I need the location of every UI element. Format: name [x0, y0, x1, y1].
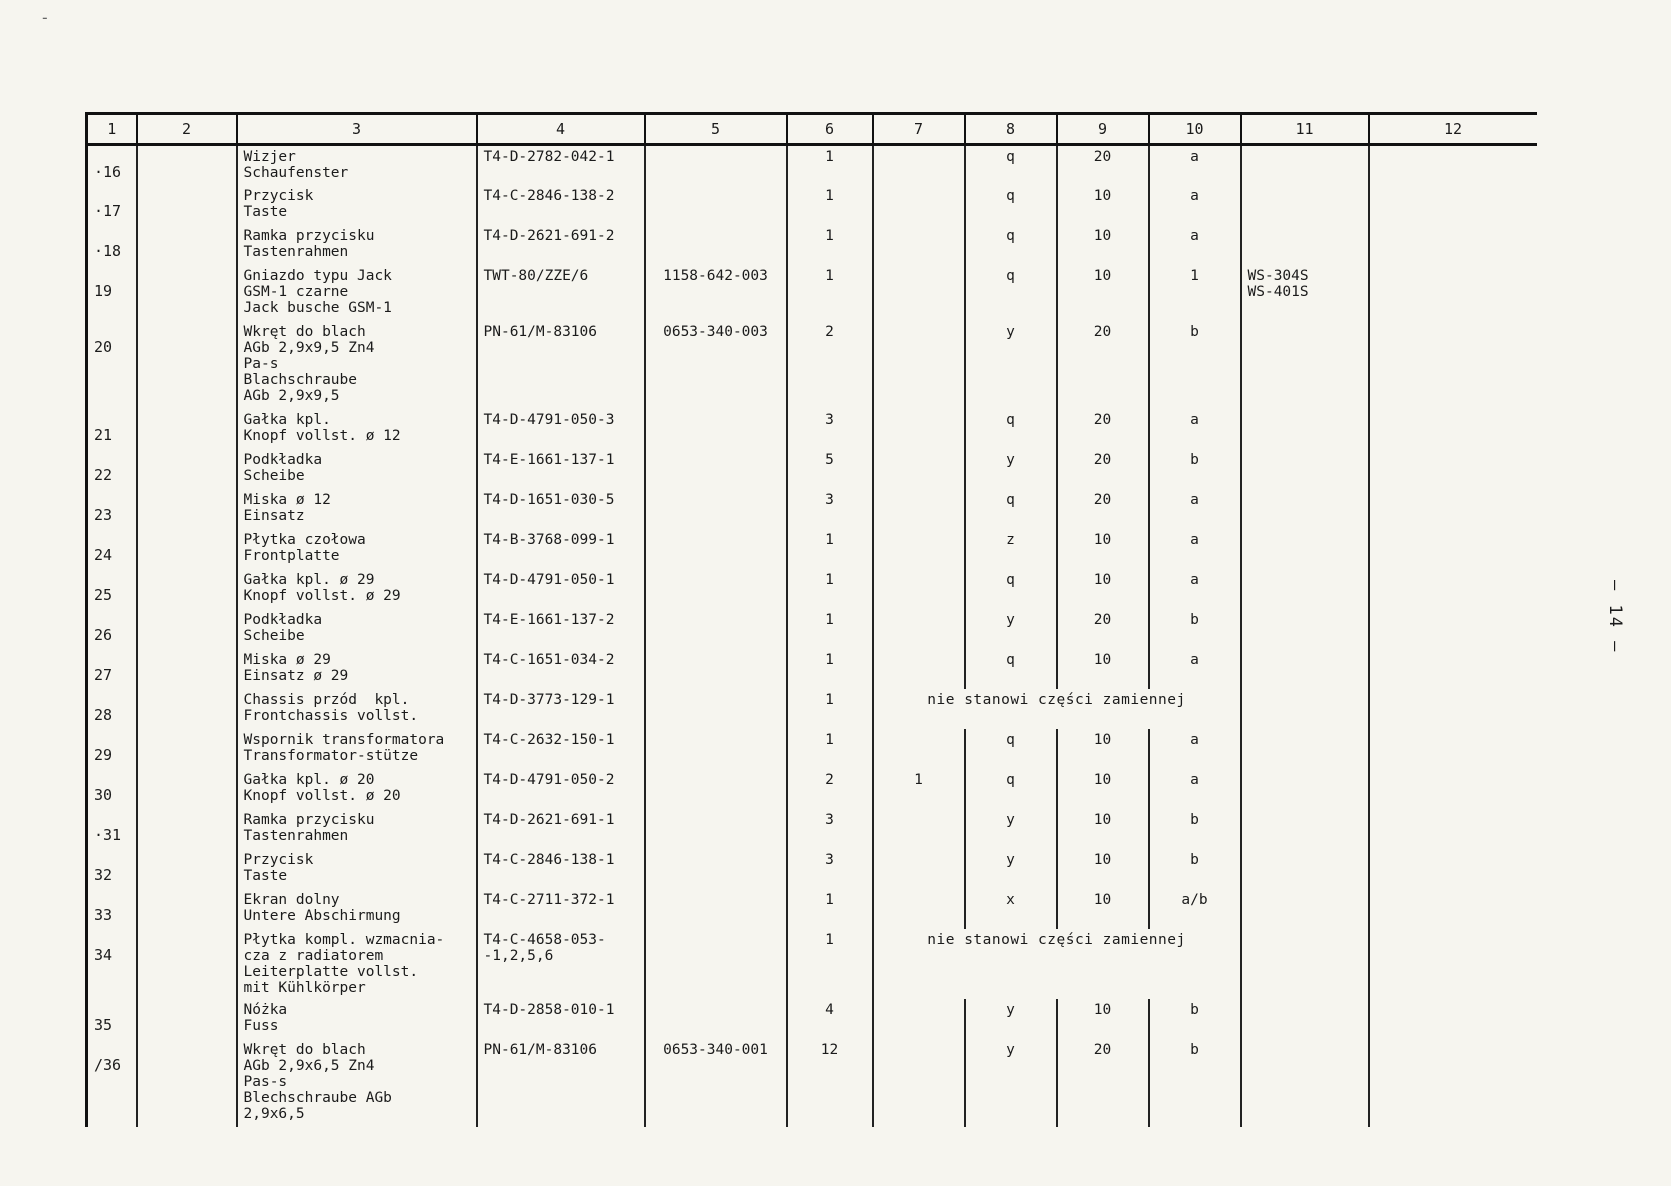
item-number: 19 — [87, 265, 137, 321]
col9-cell: 10 — [1057, 889, 1149, 929]
item-description: Podkładka Scheibe — [237, 449, 477, 489]
col9-cell: 10 — [1057, 849, 1149, 889]
item-description: Płytka czołowa Frontplatte — [237, 529, 477, 569]
table-row — [87, 225, 1537, 265]
col11-cell — [1241, 449, 1369, 489]
catalog-number — [645, 409, 787, 449]
col11-cell — [1241, 999, 1369, 1039]
col11-cell — [1241, 889, 1369, 929]
column-header-10: 10 — [1149, 114, 1241, 145]
drawing-number: T4-D-2858-010-1 — [477, 999, 645, 1039]
item-description: Wkręt do blach AGb 2,9x6,5 Zn4 Pas-s Blechschraube AGb 2,9x6,5 — [237, 1039, 477, 1127]
col8-cell: q — [965, 569, 1057, 609]
catalog-number — [645, 529, 787, 569]
quantity: 1 — [787, 185, 873, 225]
col2-cell — [137, 729, 237, 769]
column-header-3: 3 — [237, 114, 477, 145]
col2-cell — [137, 649, 237, 689]
col10-cell: a — [1149, 569, 1241, 609]
drawing-number: PN-61/M-83106 — [477, 1039, 645, 1127]
catalog-number — [645, 489, 787, 529]
col7-cell — [873, 265, 965, 321]
col7-cell — [873, 145, 965, 185]
item-description: Miska ø 12 Einsatz — [237, 489, 477, 529]
item-description: Gałka kpl. Knopf vollst. ø 12 — [237, 409, 477, 449]
col10-cell: a — [1149, 145, 1241, 185]
col12-cell — [1369, 809, 1537, 849]
col9-cell: 10 — [1057, 225, 1149, 265]
item-number: 35 — [87, 999, 137, 1039]
col11-cell — [1241, 489, 1369, 529]
col7-cell — [873, 489, 965, 529]
quantity: 3 — [787, 409, 873, 449]
col10-cell: b — [1149, 1039, 1241, 1127]
col8-cell: q — [965, 225, 1057, 265]
table-header-row — [87, 114, 1537, 145]
col7-cell — [873, 185, 965, 225]
col7-cell — [873, 529, 965, 569]
catalog-number — [645, 569, 787, 609]
col7-cell: 1 — [873, 769, 965, 809]
column-header-6: 6 — [787, 114, 873, 145]
item-number: 26 — [87, 609, 137, 649]
col9-cell: 20 — [1057, 489, 1149, 529]
table-row — [87, 321, 1537, 409]
quantity: 2 — [787, 321, 873, 409]
col12-cell — [1369, 569, 1537, 609]
col9-cell: 10 — [1057, 769, 1149, 809]
col12-cell — [1369, 529, 1537, 569]
item-number: 30 — [87, 769, 137, 809]
drawing-number: T4-D-4791-050-2 — [477, 769, 645, 809]
quantity: 3 — [787, 849, 873, 889]
table-row — [87, 449, 1537, 489]
catalog-number — [645, 769, 787, 809]
table-row — [87, 569, 1537, 609]
col12-cell — [1369, 489, 1537, 529]
item-number: 28 — [87, 689, 137, 729]
col2-cell — [137, 321, 237, 409]
table-row — [87, 689, 1537, 729]
catalog-number — [645, 929, 787, 999]
col12-cell — [1369, 225, 1537, 265]
catalog-number: 0653-340-001 — [645, 1039, 787, 1127]
col11-cell — [1241, 529, 1369, 569]
col12-cell — [1369, 999, 1537, 1039]
col8-cell: y — [965, 809, 1057, 849]
col2-cell — [137, 769, 237, 809]
table-row — [87, 529, 1537, 569]
catalog-number — [645, 999, 787, 1039]
table-row — [87, 889, 1537, 929]
col10-cell: a — [1149, 769, 1241, 809]
item-description: Wizjer Schaufenster — [237, 145, 477, 185]
col8-cell: x — [965, 889, 1057, 929]
column-header-2: 2 — [137, 114, 237, 145]
catalog-number — [645, 649, 787, 689]
drawing-number: T4-D-2621-691-1 — [477, 809, 645, 849]
drawing-number: T4-C-2711-372-1 — [477, 889, 645, 929]
quantity: 1 — [787, 729, 873, 769]
column-header-7: 7 — [873, 114, 965, 145]
col9-cell: 10 — [1057, 649, 1149, 689]
corner-mark: - — [40, 8, 50, 27]
col12-cell — [1369, 889, 1537, 929]
drawing-number: T4-C-4658-053- -1,2,5,6 — [477, 929, 645, 999]
col8-cell: y — [965, 1039, 1057, 1127]
catalog-number — [645, 729, 787, 769]
col2-cell — [137, 1039, 237, 1127]
item-description: Nóżka Fuss — [237, 999, 477, 1039]
item-number: 23 — [87, 489, 137, 529]
drawing-number: T4-D-1651-030-5 — [477, 489, 645, 529]
col9-cell: 10 — [1057, 185, 1149, 225]
col9-cell: 20 — [1057, 409, 1149, 449]
item-description: Wkręt do blach AGb 2,9x9,5 Zn4 Pa-s Blachschraube AGb 2,9x9,5 — [237, 321, 477, 409]
drawing-number: T4-C-1651-034-2 — [477, 649, 645, 689]
page-number: — 14 — — [1605, 580, 1625, 654]
col8-cell: y — [965, 321, 1057, 409]
col2-cell — [137, 225, 237, 265]
catalog-number: 0653-340-003 — [645, 321, 787, 409]
col11-cell — [1241, 729, 1369, 769]
col11-cell — [1241, 321, 1369, 409]
col2-cell — [137, 529, 237, 569]
quantity: 1 — [787, 649, 873, 689]
col2-cell — [137, 609, 237, 649]
col11-cell — [1241, 145, 1369, 185]
table-row — [87, 489, 1537, 529]
col10-cell: b — [1149, 609, 1241, 649]
col12-cell — [1369, 729, 1537, 769]
col7-cell — [873, 729, 965, 769]
drawing-number: T4-C-2632-150-1 — [477, 729, 645, 769]
spare-part-note: nie stanowi części zamiennej — [873, 689, 1241, 729]
item-description: Przycisk Taste — [237, 185, 477, 225]
col10-cell: a — [1149, 409, 1241, 449]
col12-cell — [1369, 609, 1537, 649]
col12-cell — [1369, 409, 1537, 449]
item-description: Chassis przód kpl. Frontchassis vollst. — [237, 689, 477, 729]
col8-cell: q — [965, 409, 1057, 449]
spare-part-note: nie stanowi części zamiennej — [873, 929, 1241, 999]
catalog-number — [645, 889, 787, 929]
col10-cell: b — [1149, 449, 1241, 489]
table-row — [87, 609, 1537, 649]
quantity: 3 — [787, 809, 873, 849]
col7-cell — [873, 449, 965, 489]
drawing-number: TWT-80/ZZE/6 — [477, 265, 645, 321]
col12-cell — [1369, 649, 1537, 689]
catalog-number — [645, 225, 787, 265]
col8-cell: q — [965, 145, 1057, 185]
parts-table — [85, 112, 1537, 1127]
item-number: ·17 — [87, 185, 137, 225]
item-number: ·31 — [87, 809, 137, 849]
col10-cell: a — [1149, 225, 1241, 265]
drawing-number: T4-E-1661-137-1 — [477, 449, 645, 489]
col10-cell: a — [1149, 729, 1241, 769]
col9-cell: 20 — [1057, 321, 1149, 409]
col7-cell — [873, 409, 965, 449]
col7-cell — [873, 889, 965, 929]
col11-cell — [1241, 225, 1369, 265]
col2-cell — [137, 185, 237, 225]
item-description: Miska ø 29 Einsatz ø 29 — [237, 649, 477, 689]
col12-cell — [1369, 1039, 1537, 1127]
drawing-number: T4-D-4791-050-3 — [477, 409, 645, 449]
catalog-number — [645, 145, 787, 185]
col11-cell: WS-304S WS-401S — [1241, 265, 1369, 321]
col2-cell — [137, 689, 237, 729]
drawing-number: T4-D-3773-129-1 — [477, 689, 645, 729]
item-description: Przycisk Taste — [237, 849, 477, 889]
col12-cell — [1369, 689, 1537, 729]
item-description: Ramka przycisku Tastenrahmen — [237, 225, 477, 265]
item-number: 34 — [87, 929, 137, 999]
table-row — [87, 185, 1537, 225]
col8-cell: q — [965, 185, 1057, 225]
table-row — [87, 1039, 1537, 1127]
col11-cell — [1241, 609, 1369, 649]
col7-cell — [873, 999, 965, 1039]
col10-cell: b — [1149, 849, 1241, 889]
catalog-number — [645, 185, 787, 225]
col7-cell — [873, 849, 965, 889]
table-row — [87, 769, 1537, 809]
col10-cell: b — [1149, 809, 1241, 849]
quantity: 1 — [787, 889, 873, 929]
col10-cell: 1 — [1149, 265, 1241, 321]
quantity: 1 — [787, 689, 873, 729]
catalog-number — [645, 809, 787, 849]
col10-cell: a/b — [1149, 889, 1241, 929]
col11-cell — [1241, 809, 1369, 849]
column-header-1: 1 — [87, 114, 137, 145]
quantity: 1 — [787, 609, 873, 649]
item-number: ·16 — [87, 145, 137, 185]
quantity: 1 — [787, 569, 873, 609]
catalog-number — [645, 849, 787, 889]
col2-cell — [137, 145, 237, 185]
col11-cell — [1241, 849, 1369, 889]
item-description: Gniazdo typu Jack GSM-1 czarne Jack busche GSM-1 — [237, 265, 477, 321]
catalog-number — [645, 689, 787, 729]
col2-cell — [137, 929, 237, 999]
quantity: 1 — [787, 265, 873, 321]
item-description: Ekran dolny Untere Abschirmung — [237, 889, 477, 929]
item-description: Wspornik transformatora Transformator-stütze — [237, 729, 477, 769]
col12-cell — [1369, 929, 1537, 999]
col10-cell: a — [1149, 529, 1241, 569]
col7-cell — [873, 1039, 965, 1127]
col11-cell — [1241, 649, 1369, 689]
drawing-number: T4-D-4791-050-1 — [477, 569, 645, 609]
quantity: 4 — [787, 999, 873, 1039]
col10-cell: a — [1149, 185, 1241, 225]
col7-cell — [873, 321, 965, 409]
col9-cell: 10 — [1057, 265, 1149, 321]
col2-cell — [137, 809, 237, 849]
col10-cell: b — [1149, 321, 1241, 409]
column-header-9: 9 — [1057, 114, 1149, 145]
column-header-11: 11 — [1241, 114, 1369, 145]
col2-cell — [137, 569, 237, 609]
table-row — [87, 849, 1537, 889]
item-description: Podkładka Scheibe — [237, 609, 477, 649]
col12-cell — [1369, 449, 1537, 489]
col11-cell — [1241, 769, 1369, 809]
item-number: 22 — [87, 449, 137, 489]
drawing-number: T4-E-1661-137-2 — [477, 609, 645, 649]
column-header-8: 8 — [965, 114, 1057, 145]
item-number: 25 — [87, 569, 137, 609]
parts-list-sheet — [85, 112, 1535, 1134]
table-row — [87, 145, 1537, 185]
col12-cell — [1369, 849, 1537, 889]
table-row — [87, 409, 1537, 449]
quantity: 1 — [787, 225, 873, 265]
item-description: Płytka kompl. wzmacnia- cza z radiatorem Leiterplatte vollst. mit Kühlkörper — [237, 929, 477, 999]
col8-cell: q — [965, 729, 1057, 769]
table-row — [87, 809, 1537, 849]
col2-cell — [137, 889, 237, 929]
col8-cell: z — [965, 529, 1057, 569]
col12-cell — [1369, 185, 1537, 225]
item-description: Gałka kpl. ø 29 Knopf vollst. ø 29 — [237, 569, 477, 609]
col9-cell: 20 — [1057, 1039, 1149, 1127]
column-header-5: 5 — [645, 114, 787, 145]
item-number: /36 — [87, 1039, 137, 1127]
column-header-12: 12 — [1369, 114, 1537, 145]
col7-cell — [873, 569, 965, 609]
col8-cell: q — [965, 265, 1057, 321]
col2-cell — [137, 449, 237, 489]
table-row — [87, 729, 1537, 769]
col9-cell: 10 — [1057, 529, 1149, 569]
item-number: 33 — [87, 889, 137, 929]
item-description: Gałka kpl. ø 20 Knopf vollst. ø 20 — [237, 769, 477, 809]
col11-cell — [1241, 409, 1369, 449]
col2-cell — [137, 849, 237, 889]
col8-cell: y — [965, 449, 1057, 489]
column-header-4: 4 — [477, 114, 645, 145]
col8-cell: y — [965, 999, 1057, 1039]
col12-cell — [1369, 321, 1537, 409]
quantity: 12 — [787, 1039, 873, 1127]
col7-cell — [873, 809, 965, 849]
drawing-number: PN-61/M-83106 — [477, 321, 645, 409]
item-number: 21 — [87, 409, 137, 449]
drawing-number: T4-D-2782-042-1 — [477, 145, 645, 185]
col11-cell — [1241, 689, 1369, 729]
col9-cell: 20 — [1057, 609, 1149, 649]
col11-cell — [1241, 1039, 1369, 1127]
col9-cell: 10 — [1057, 569, 1149, 609]
col9-cell: 10 — [1057, 809, 1149, 849]
quantity: 1 — [787, 929, 873, 999]
quantity: 3 — [787, 489, 873, 529]
item-number: ·18 — [87, 225, 137, 265]
col8-cell: q — [965, 769, 1057, 809]
table-row — [87, 265, 1537, 321]
item-number: 20 — [87, 321, 137, 409]
item-number: 32 — [87, 849, 137, 889]
col11-cell — [1241, 929, 1369, 999]
col10-cell: b — [1149, 999, 1241, 1039]
quantity: 2 — [787, 769, 873, 809]
col10-cell: a — [1149, 649, 1241, 689]
col2-cell — [137, 409, 237, 449]
item-number: 27 — [87, 649, 137, 689]
drawing-number: T4-C-2846-138-1 — [477, 849, 645, 889]
quantity: 1 — [787, 145, 873, 185]
catalog-number: 1158-642-003 — [645, 265, 787, 321]
table-row — [87, 929, 1537, 999]
catalog-number — [645, 609, 787, 649]
col10-cell: a — [1149, 489, 1241, 529]
col8-cell: q — [965, 649, 1057, 689]
table-row — [87, 999, 1537, 1039]
table-row — [87, 649, 1537, 689]
item-description: Ramka przycisku Tastenrahmen — [237, 809, 477, 849]
col2-cell — [137, 489, 237, 529]
col11-cell — [1241, 569, 1369, 609]
col7-cell — [873, 225, 965, 265]
catalog-number — [645, 449, 787, 489]
item-number: 24 — [87, 529, 137, 569]
drawing-number: T4-D-2621-691-2 — [477, 225, 645, 265]
col2-cell — [137, 265, 237, 321]
item-number: 29 — [87, 729, 137, 769]
quantity: 5 — [787, 449, 873, 489]
drawing-number: T4-C-2846-138-2 — [477, 185, 645, 225]
col9-cell: 10 — [1057, 999, 1149, 1039]
col11-cell — [1241, 185, 1369, 225]
col12-cell — [1369, 769, 1537, 809]
col2-cell — [137, 999, 237, 1039]
drawing-number: T4-B-3768-099-1 — [477, 529, 645, 569]
table-body — [87, 145, 1537, 1127]
col12-cell — [1369, 145, 1537, 185]
col8-cell: y — [965, 609, 1057, 649]
col9-cell: 20 — [1057, 449, 1149, 489]
col7-cell — [873, 649, 965, 689]
col8-cell: y — [965, 849, 1057, 889]
col9-cell: 20 — [1057, 145, 1149, 185]
col12-cell — [1369, 265, 1537, 321]
quantity: 1 — [787, 529, 873, 569]
col9-cell: 10 — [1057, 729, 1149, 769]
col7-cell — [873, 609, 965, 649]
col8-cell: q — [965, 489, 1057, 529]
